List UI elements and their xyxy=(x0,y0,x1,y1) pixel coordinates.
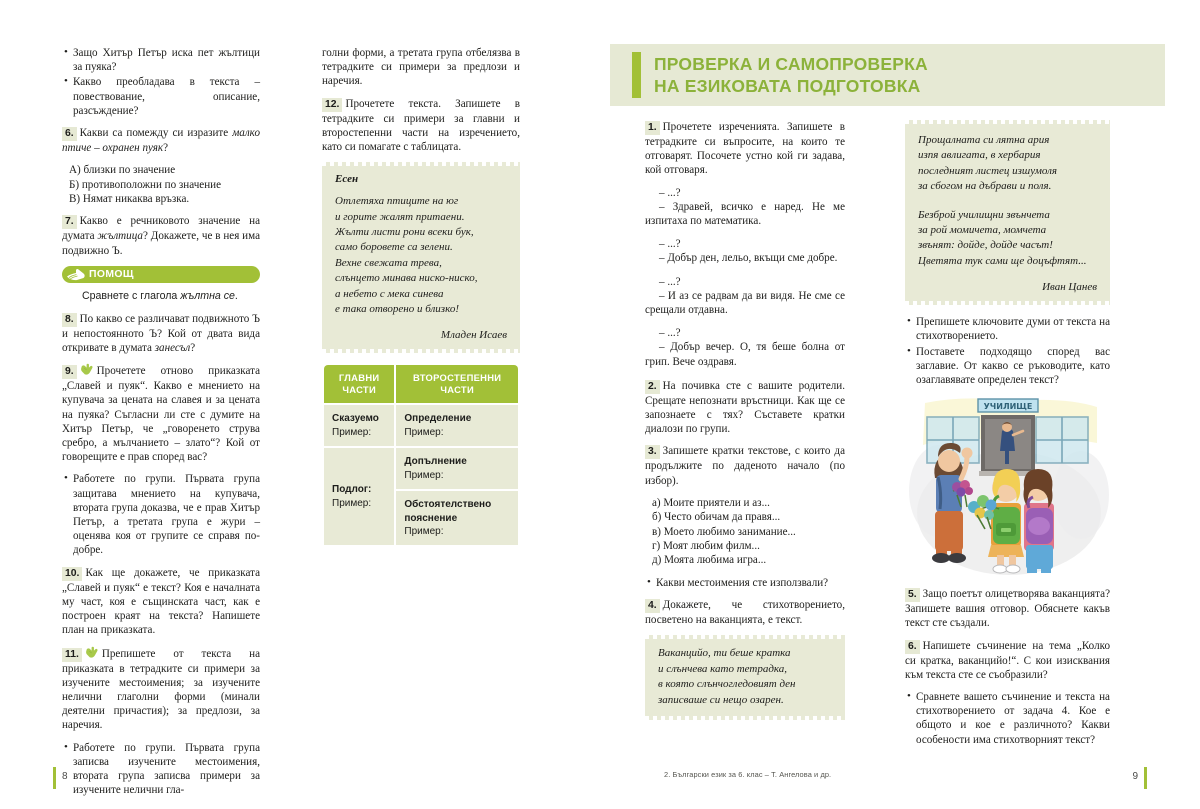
poem-line: а небето с мека синева xyxy=(335,287,444,300)
dialogue-question: – ...? xyxy=(659,238,681,251)
imprint-line: 2. Български език за 6. клас – Т. Ангелова и др. xyxy=(664,770,832,779)
task-emphasis: жълтица xyxy=(97,230,143,243)
task-3-bullets xyxy=(645,576,845,590)
task-text: Прочетете отново приказката „Славей и пуяк“. Какво е мнението на купувача за цената на славея и за цената на пуяка? Съгласни ли сте с думите на Хитър Петър, че „говоренето струва сребро, а мълчанието – злато“? Кой от говорещите е прав според вас? xyxy=(62,365,260,464)
list-item: • Работете по групи. Първата група защитава мнението на купувача, втората група доказва, че е прав Хитър Петър, а третата група е жури – оценява коя от групите се справя по-добре. xyxy=(62,472,260,557)
dialogue-question: – ...? xyxy=(659,186,681,199)
school-children-watercolor-illustration xyxy=(905,395,1110,577)
task-text: На почивка сте с вашите родители. Срещате непознати връстници. Как ще се запознаете с тях? Съставете кратки диалози по групи. xyxy=(645,379,845,436)
poem-line: Жълти листи рони всеки бук, xyxy=(335,226,474,239)
term: Подлог: xyxy=(332,484,372,496)
sentence-parts-table xyxy=(322,363,520,547)
help-body xyxy=(62,289,260,303)
list-item: • Сравнете вашето съчинение и текста на стихотворението от задача 4. Кое е общото и кое е различното? Какви особености има стихотворният текст? xyxy=(905,690,1110,747)
cell-secondary-opredelenie xyxy=(396,405,518,446)
right-page xyxy=(600,0,1200,809)
cell-main-podlog xyxy=(324,448,394,545)
task-4 xyxy=(645,598,845,627)
help-text: Сравнете с глагола xyxy=(82,289,181,302)
poem-line: за рой момичета, момчета xyxy=(918,224,1047,237)
help-text-end: . xyxy=(234,289,238,302)
cell-secondary-dopalnenie xyxy=(396,448,518,489)
example-label: Пример: xyxy=(332,426,372,438)
list-item: • Работете по групи. Първата група записва изучените местоимения, втората група записва примери за изучените нелични гла- xyxy=(62,741,260,798)
term: Сказуемо xyxy=(332,413,379,425)
term: Определение xyxy=(404,413,472,425)
column-header-secondary-parts: ВТОРОСТЕПЕННИ ЧАСТИ xyxy=(396,365,518,403)
svg-text:УЧИЛИЩЕ: УЧИЛИЩЕ xyxy=(983,402,1033,412)
poem-followup-bullets xyxy=(905,315,1110,387)
term: Обстоятелствено пояснение xyxy=(404,499,492,524)
right-page-column-1 xyxy=(645,120,845,730)
poem-line: Цветята тук сами ще доцъфтят... xyxy=(918,254,1087,267)
task-text: Защо поетът олицетворява ваканцията? Запишете вашия отговор. Обяснете какъв текст сте създали. xyxy=(905,588,1110,630)
option-b: Б) противоположни по значение xyxy=(69,178,222,191)
task-number: 11. xyxy=(62,648,82,662)
list-item: а) Моите приятели и аз... xyxy=(652,496,770,509)
task-3 xyxy=(645,444,845,487)
task-5 xyxy=(905,587,1110,630)
task-6-options xyxy=(62,163,260,206)
example-label: Пример: xyxy=(332,497,372,509)
list-item: б) Често обичам да правя... xyxy=(652,511,781,524)
page-number-right xyxy=(1132,771,1138,782)
task-text: Прочетете текста. Запишете в тетрадките си примери за главни и второстепенни части на изречението, като си помагате с таблицата. xyxy=(322,97,520,154)
left-page-column-1 xyxy=(62,46,260,805)
page-title xyxy=(654,53,1157,97)
dialogue-answer: – Добър ден, лельо, вкъщи сме добре. xyxy=(659,252,838,265)
example-label: Пример: xyxy=(404,426,444,438)
page-number-left xyxy=(62,771,68,782)
task-number: 10. xyxy=(62,567,82,581)
top-bullet-list xyxy=(62,46,260,118)
task-number: 6. xyxy=(905,640,920,654)
option-a: А) близки по значение xyxy=(69,164,176,177)
task-number: 3. xyxy=(645,445,660,459)
poem-title: Есен xyxy=(335,173,359,186)
task-number: 7. xyxy=(62,215,77,229)
task-number: 2. xyxy=(645,380,660,394)
poem-line: Вехне свежата трева, xyxy=(335,256,442,269)
task-number: 9. xyxy=(62,365,77,379)
dialogue-question: – ...? xyxy=(659,275,681,288)
task-8 xyxy=(62,312,260,355)
spacer xyxy=(645,317,845,326)
dialogue-answer: – И аз се радвам да ви видя. Не сме се срещали отдавна. xyxy=(645,289,845,317)
task-text: Препишете от текста на приказката в тетрадките си примери за изучените местоимения; за изучените нелични глаголни форми (минали деятелни причастия); за предлози, за наречия. xyxy=(62,647,260,732)
list-item: • Препишете ключовите думи от текста на стихотворението. xyxy=(905,315,1110,343)
task-text: Прочетете изреченията. Запишете в тетрадките си въпросите, на които те отговарят. Посочете устно кой ги задава, кой отговаря. xyxy=(645,121,845,177)
task-9 xyxy=(62,363,260,464)
poem-line: Отлетяха птиците на юг xyxy=(335,195,459,208)
term: Допълнение xyxy=(404,456,467,468)
table-row xyxy=(324,448,518,489)
task-number: 5. xyxy=(905,588,920,602)
spacer xyxy=(645,266,845,275)
page-number-value: 8 xyxy=(62,771,68,782)
poem-line: в която слънчогледовият ден xyxy=(658,678,796,691)
task-text: Докажете, че стихотворението, посветено на ваканцията, е текст. xyxy=(645,599,845,627)
task-text-end: ? Докажете, че в нея има подвижно Ъ. xyxy=(62,230,260,257)
left-page-column-2 xyxy=(322,46,520,547)
task-number: 4. xyxy=(645,599,660,613)
cell-secondary-obstoyatelstveno xyxy=(396,491,518,545)
task-2 xyxy=(645,379,845,437)
task-number: 12. xyxy=(322,98,342,112)
poem-line: Безброй училищни звънчета xyxy=(918,208,1050,221)
poem-line: Ваканцийо, ти беше кратка xyxy=(658,647,791,660)
dialogue-answer: – Здравей, всичко е наред. Не ме изпитаха по математика. xyxy=(645,200,845,228)
poem-author: Иван Цанев xyxy=(1042,281,1097,294)
example-label: Пример: xyxy=(404,469,444,481)
task-3-items xyxy=(645,496,845,568)
task-9-bullets xyxy=(62,472,260,557)
poem-line: Прощалната си лятна ария xyxy=(918,134,1050,146)
quote-box-vakanciyo xyxy=(645,635,845,720)
task-11 xyxy=(62,646,260,733)
task-text-end: ? xyxy=(190,342,196,355)
cell-main-skazuemo xyxy=(324,405,394,446)
poem-line: последният листец изшумоля xyxy=(918,164,1058,177)
task-text: Запишете кратки текстове, с които да продължите по даденото начало (по избор). xyxy=(645,445,845,487)
page-title-line-1: ПРОВЕРКА И САМОПРОВЕРКА xyxy=(654,54,928,74)
task-10 xyxy=(62,566,260,638)
dialogue-question: – ...? xyxy=(659,327,681,340)
poem-line: записваше си нещо озарен. xyxy=(658,693,784,706)
poem-line: само боровете са зелени. xyxy=(335,241,453,254)
pointing-hand-icon xyxy=(85,646,101,659)
table-header-row xyxy=(324,365,518,403)
page-number-tick xyxy=(1144,767,1147,789)
section-title-banner xyxy=(610,44,1165,106)
column-header-main-parts: ГЛАВНИ ЧАСТИ xyxy=(324,365,394,403)
help-banner xyxy=(62,266,260,283)
page-title-line-2: НА ЕЗИКОВАТА ПОДГОТОВКА xyxy=(654,76,921,96)
task-6-right xyxy=(905,639,1110,682)
task-11-bullets xyxy=(62,741,260,798)
poem-line: и горите жалят притаени. xyxy=(335,210,465,223)
poem-box-ivan-tsanev xyxy=(905,120,1110,305)
task-text: Какви са помежду си изразите xyxy=(79,127,233,140)
task-emphasis: малко птиче – охранен пуяк xyxy=(62,127,260,155)
list-item: в) Моето любимо занимание... xyxy=(652,525,796,538)
poem-line: за сбогом на дъбрави и поля. xyxy=(918,180,1052,193)
help-emphasis: жълтна се xyxy=(180,289,235,302)
task-emphasis: занесъл xyxy=(154,342,191,355)
page-number-tick xyxy=(53,767,56,789)
poem-line: звънят: дойде, дойде часът! xyxy=(918,239,1053,252)
spacer xyxy=(645,228,845,237)
task-text: По какво се различават подвижното Ъ и непостоянното Ъ? Кой от двата вида откривате в думата xyxy=(62,312,260,355)
right-page-column-2 xyxy=(905,120,1110,755)
list-item: д) Моята любима игра... xyxy=(652,554,767,567)
list-item: • Поставете подходящо според вас заглавие. От какво се ръководите, като озаглавявате определен текст? xyxy=(905,345,1110,388)
poem-line: изпя авлигата, в хербария xyxy=(918,149,1041,162)
task-number: 1. xyxy=(645,121,660,135)
pointing-hand-icon xyxy=(66,267,88,281)
title-accent-bar xyxy=(632,52,641,98)
poem-line: е така отворено и близко! xyxy=(335,303,459,316)
list-item: • Какви местоимения сте използвали? xyxy=(645,576,845,590)
option-c: В) Нямат никаква връзка. xyxy=(69,193,190,206)
task-1 xyxy=(645,120,845,178)
poem-line: и слънчева като тетрадка, xyxy=(658,662,788,675)
pointing-hand-icon xyxy=(80,363,96,376)
poem-line: слънцето минава ниско-ниско, xyxy=(335,272,478,285)
task-text: Напишете съчинение на тема „Колко си кратка, ваканцийо!“. С кои изисквания към текста сте се съобразили? xyxy=(905,639,1110,681)
poem-box-esen xyxy=(322,162,520,353)
table-row xyxy=(324,405,518,446)
list-item: г) Моят любим филм... xyxy=(652,540,760,553)
task-text-end: ? xyxy=(163,142,169,155)
task-text: Какво е речниковото значение на думата xyxy=(62,215,260,243)
list-item: • Защо Хитър Петър иска пет жълтици за пуяка? xyxy=(62,46,260,74)
task-7 xyxy=(62,214,260,257)
task-6 xyxy=(62,126,260,155)
help-label: ПОМОЩ xyxy=(89,268,134,280)
task-number: 6. xyxy=(62,127,77,141)
example-label: Пример: xyxy=(404,525,444,537)
list-item: • Какво преобладава в текста – повествование, описание, разсъждение? xyxy=(62,75,260,118)
column-continuation-text: голни форми, а третата група отбелязва в тетрадките си примери за предлози и наречия. xyxy=(322,47,520,88)
poem-author: Младен Исаев xyxy=(440,329,507,342)
dialogue-answer: – Добър вечер. О, тя беше болна от грип. Вече оздравя. xyxy=(645,341,845,368)
task-6-right-bullets xyxy=(905,690,1110,747)
task-number: 8. xyxy=(62,313,77,327)
task-text: Как ще докажете, че приказката „Славей и пуяк“ е текст? Коя е началната му част, коя е същинската част, как е построен краят на текста? Напишете план на приказката. xyxy=(62,566,260,637)
task-12 xyxy=(322,97,520,155)
page-number-value: 9 xyxy=(1132,771,1138,782)
